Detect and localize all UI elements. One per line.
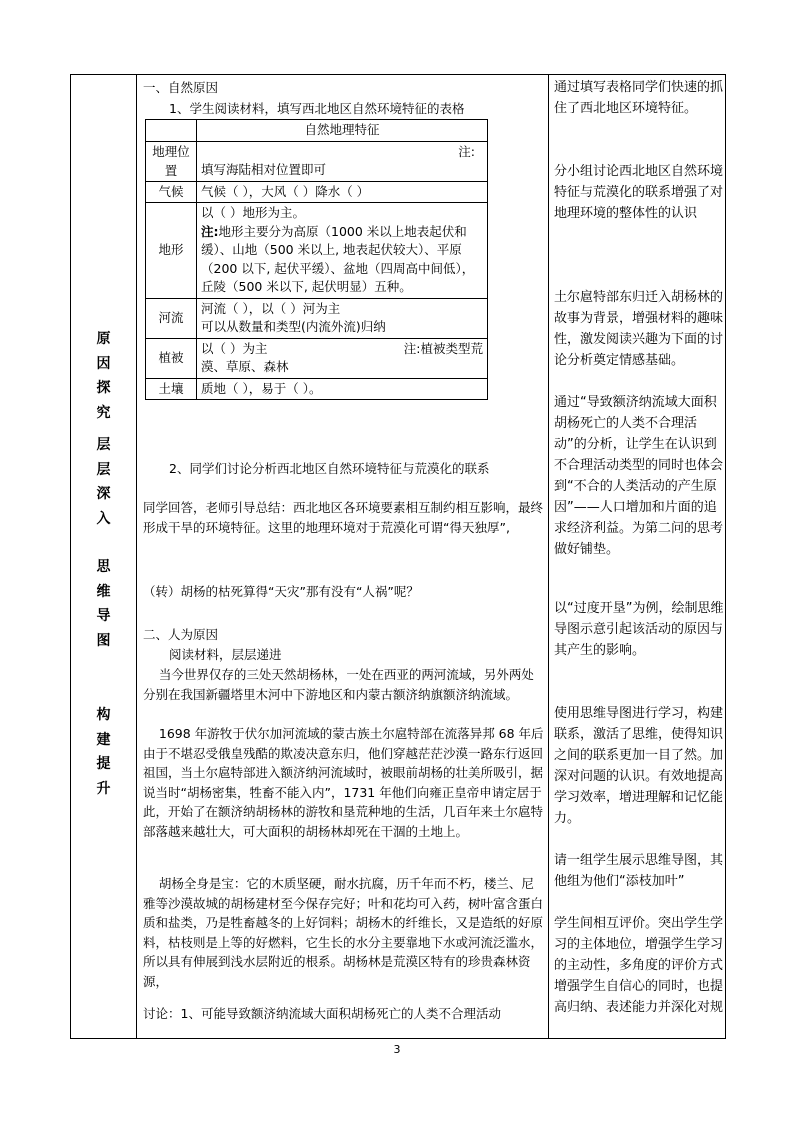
row-value: 填写海陆相对位置即可 <box>201 162 327 177</box>
column-divider-left <box>136 75 137 1038</box>
row-note-label: 注: <box>201 223 219 239</box>
row-label: 地形 <box>146 203 197 299</box>
task-2: 2、同学们讨论分析西北地区自然环境特征与荒漠化的联系 <box>169 461 490 476</box>
table-header-row <box>146 120 488 142</box>
reading-instruction: 阅读材料，层层递进 <box>169 647 282 662</box>
lesson-table <box>70 74 726 1039</box>
row-label: 植被 <box>146 338 197 378</box>
row-label: 气候 <box>146 181 197 203</box>
stage-label-1: 原 因 探 究 <box>96 331 111 421</box>
intent-2: 分小组讨论西北地区自然环境特征与荒漠化的联系增强了对地理环境的整体性的认识 <box>554 164 724 221</box>
row-note: 注:植被类型荒 <box>403 340 483 356</box>
row-note-continued: 漠、草原、森林 <box>201 359 289 374</box>
geography-table <box>145 119 488 400</box>
paragraph-2: 1698 年游牧于伏尔加河流域的蒙古族土尔扈特部在流落异邦 68 年后由于不堪忍受俄皇残酷的欺凌决意东归，他们穿越茫茫沙漠一路东行返回祖国，当土尔扈特部进入额济纳河流域时，被眼前胡杨的壮美所吸引，据说当时“胡杨密集，牲畜不能入内”，1731 年他们向雍正皇帝申请定居于此，开始了在额济纳胡杨林的游牧和垦荒种地的生活，几百年来土尔扈特部落越来越壮大，可大面积的胡杨林却死在干涸的土地上。 <box>143 726 544 839</box>
table-row <box>146 378 488 400</box>
intent-6: 使用思维导图进行学习，构建联系，激活了思维，使得知识之间的联系更加一目了然。加深对问题的认识。有效地提高学习效率，增进理解和记忆能力。 <box>554 706 724 826</box>
page-number: 3 <box>393 1043 401 1056</box>
intent-1: 通过填写表格同学们快速的抓住了西北地区环境特征。 <box>554 80 724 116</box>
stage-labels <box>71 75 136 1038</box>
heading-human-causes: 二、人为原因 <box>143 627 219 642</box>
row-note: 地形主要分为高原（1000 米以上地表起伏和缓）、山地（500 米以上, 地表起伏较大）、平原（200 以下, 起伏平缓）、盆地（四周高中间低），丘陵（500 米以下, 起伏明显）五种。 <box>201 223 475 294</box>
table-row <box>146 338 488 378</box>
row-value: 以（ ）地形为主。 <box>201 205 305 220</box>
paragraph-3: 胡杨全身是宝：它的木质坚硬，耐水抗腐，历千年而不朽，楼兰、尼雅等沙漠故城的胡杨建材至今保存完好；叶和花均可入药，树叶富含蛋白质和盐类，乃是牲畜越冬的上好饲料；胡杨木的纤维长，又是造纸的好原料，枯枝则是上等的好燃料，它生长的水分主要靠地下水或河流泛滥水，所以具有伸展到浅水层附近的根系。胡杨林是荒漠区特有的珍贵森林资源， <box>143 876 544 989</box>
task-1: 1、学生阅读材料，填写西北地区自然环境特征的表格 <box>169 101 465 116</box>
table-row <box>146 141 488 181</box>
intent-4: 通过“导致额济纳流域大面积胡杨死亡的人类不合理活动”的分析，让学生在认识到不合理活动类型的同时也体会到“不合的人类活动的产生原因”——人口增加和片面的追求经济利益。为第二问的思考做好铺垫。 <box>554 395 724 557</box>
table-row <box>146 181 488 203</box>
transition-question: （转）胡杨的枯死算得“天灾”那有没有“人祸”呢？ <box>143 584 419 599</box>
stage-label-4: 构 建 提 升 <box>96 707 111 797</box>
row-note: 注: <box>458 143 475 159</box>
row-note: 可以从数量和类型(内流外流)归纳 <box>201 319 386 334</box>
heading-natural-causes: 一、自然原因 <box>143 80 219 95</box>
table-row <box>146 298 488 338</box>
intent-3: 土尔扈特部东归迁入胡杨林的故事为背景，增强材料的趣味性，激发阅读兴趣为下面的讨论分析奠定情感基础。 <box>554 290 724 368</box>
paragraph-1: 当今世界仅存的三处天然胡杨林，一处在西亚的两河流域，另外两处分别在我国新疆塔里木河中下游地区和内蒙古额济纳旗额济纳流域。 <box>143 667 534 702</box>
discussion-question: 讨论：1、可能导致额济纳流域大面积胡杨死亡的人类不合理活动 <box>143 1006 501 1021</box>
column-divider-right <box>548 75 549 1038</box>
row-value: 河流（ ），以（ ）河为主 <box>201 300 341 316</box>
intent-5: 以“过度开垦”为例，绘制思维导图示意引起该活动的原因与其产生的影响。 <box>554 601 724 658</box>
intent-8: 学生间相互评价。突出学生学习的主体地位，增强学生学习的主动性，多角度的评价方式增强学生自信心的同时，也提高归纳、表述能力并深化对规 <box>554 916 724 1015</box>
row-value: 质地（ ），易于（ ）。 <box>197 378 488 400</box>
row-label: 土壤 <box>146 378 197 400</box>
table-header: 自然地理特征 <box>197 120 488 142</box>
summary-text: 同学回答，老师引导总结：西北地区各环境要素相互制约相互影响，最终形成干旱的环境特征。这里的地理环境对于荒漠化可谓“得天独厚”, <box>143 500 544 535</box>
stage-label-3: 思 维 导 图 <box>96 559 111 649</box>
row-value: 气候（ ），大风（ ）降水（ ） <box>197 181 488 203</box>
table-row <box>146 203 488 299</box>
row-value: 以（ ）为主 <box>201 340 268 356</box>
stage-label-2: 层 层 深 入 <box>96 437 111 527</box>
row-label: 地理位置 <box>146 141 197 181</box>
row-label: 河流 <box>146 298 197 338</box>
intent-7: 请一组学生展示思维导图，其他组为他们“添枝加叶” <box>554 853 724 889</box>
